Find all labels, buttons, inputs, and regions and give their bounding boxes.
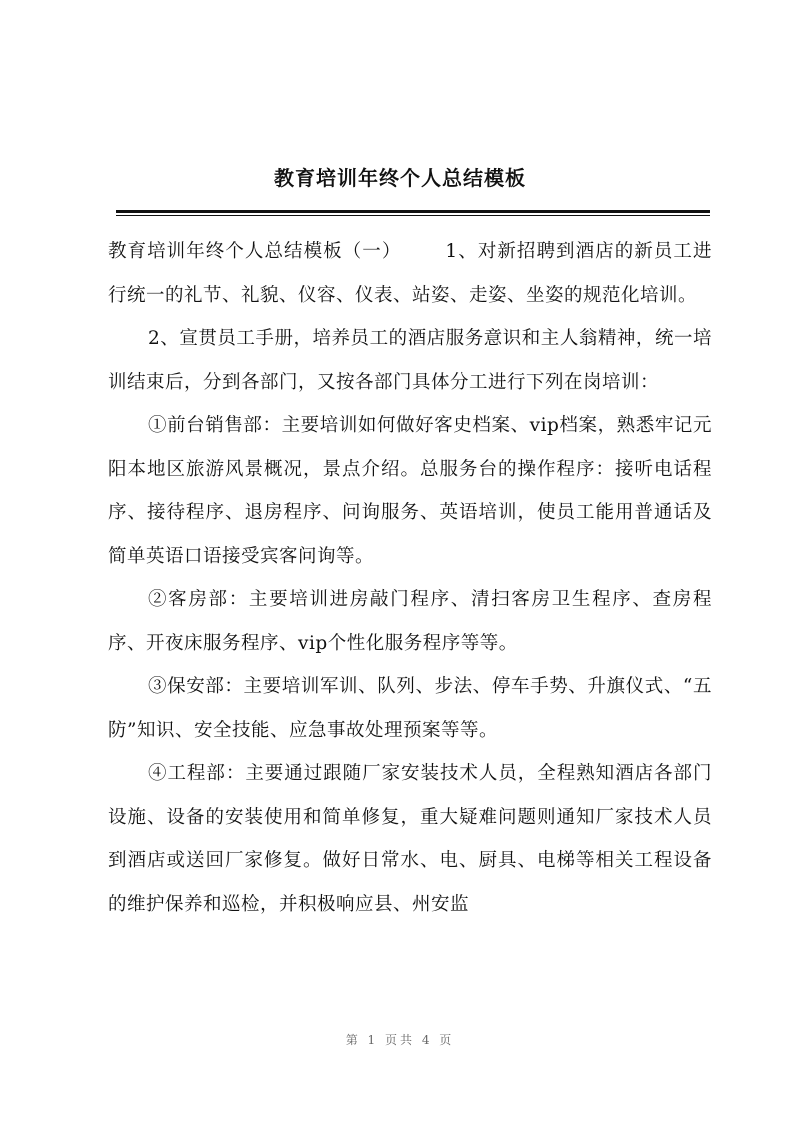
title-divider xyxy=(116,210,710,213)
paragraph-1 xyxy=(108,230,712,317)
paragraph-2: 2、宣贯员工手册，培养员工的酒店服务意识和主人翁精神，统一培训结束后，分到各部门，又按各部门具体分工进行下列在岗培训： xyxy=(108,328,712,393)
paragraph-security: ③保安部：主要培训军训、队列、步法、停车手势、升旗仪式、“五防”知识、安全技能、应急事故处理预案等等。 xyxy=(108,676,712,741)
paragraph-housekeeping: ②客房部：主要培训进房敲门程序、清扫客房卫生程序、查房程序、开夜床服务程序、vip个性化服务程序等等。 xyxy=(108,589,712,654)
document-body xyxy=(108,230,712,926)
page-title: 教育培训年终个人总结模板 xyxy=(274,166,526,190)
title-divider-thin xyxy=(116,215,710,216)
paragraph-engineering: ④工程部：主要通过跟随厂家安装技术人员，全程熟知酒店各部门设施、设备的安装使用和简单修复，重大疑难问题则通知厂家技术人员到酒店或送回厂家修复。做好日常水、电、厨具、电梯等相关工程设备的维护保养和巡检，并积极响应县、州安监 xyxy=(108,763,712,915)
section-heading: 教育培训年终个人总结模板（一） xyxy=(108,241,402,262)
paragraph-1-text: 1、对新招聘到酒店的新员工进行统一的礼节、礼貌、仪容、仪表、站姿、走姿、坐姿的规范化培训。 xyxy=(108,241,712,306)
paragraph-front-desk: ①前台销售部：主要培训如何做好客史档案、vip档案，熟悉牢记元阳本地区旅游风景概况，景点介绍。总服务台的操作程序：接听电话程序、接待程序、退房程序、问询服务、英语培训，使员工能用普通话及简单英语口语接受宾客问询等。 xyxy=(108,415,712,567)
page-number: 第 1 页共 4 页 xyxy=(345,1033,455,1047)
